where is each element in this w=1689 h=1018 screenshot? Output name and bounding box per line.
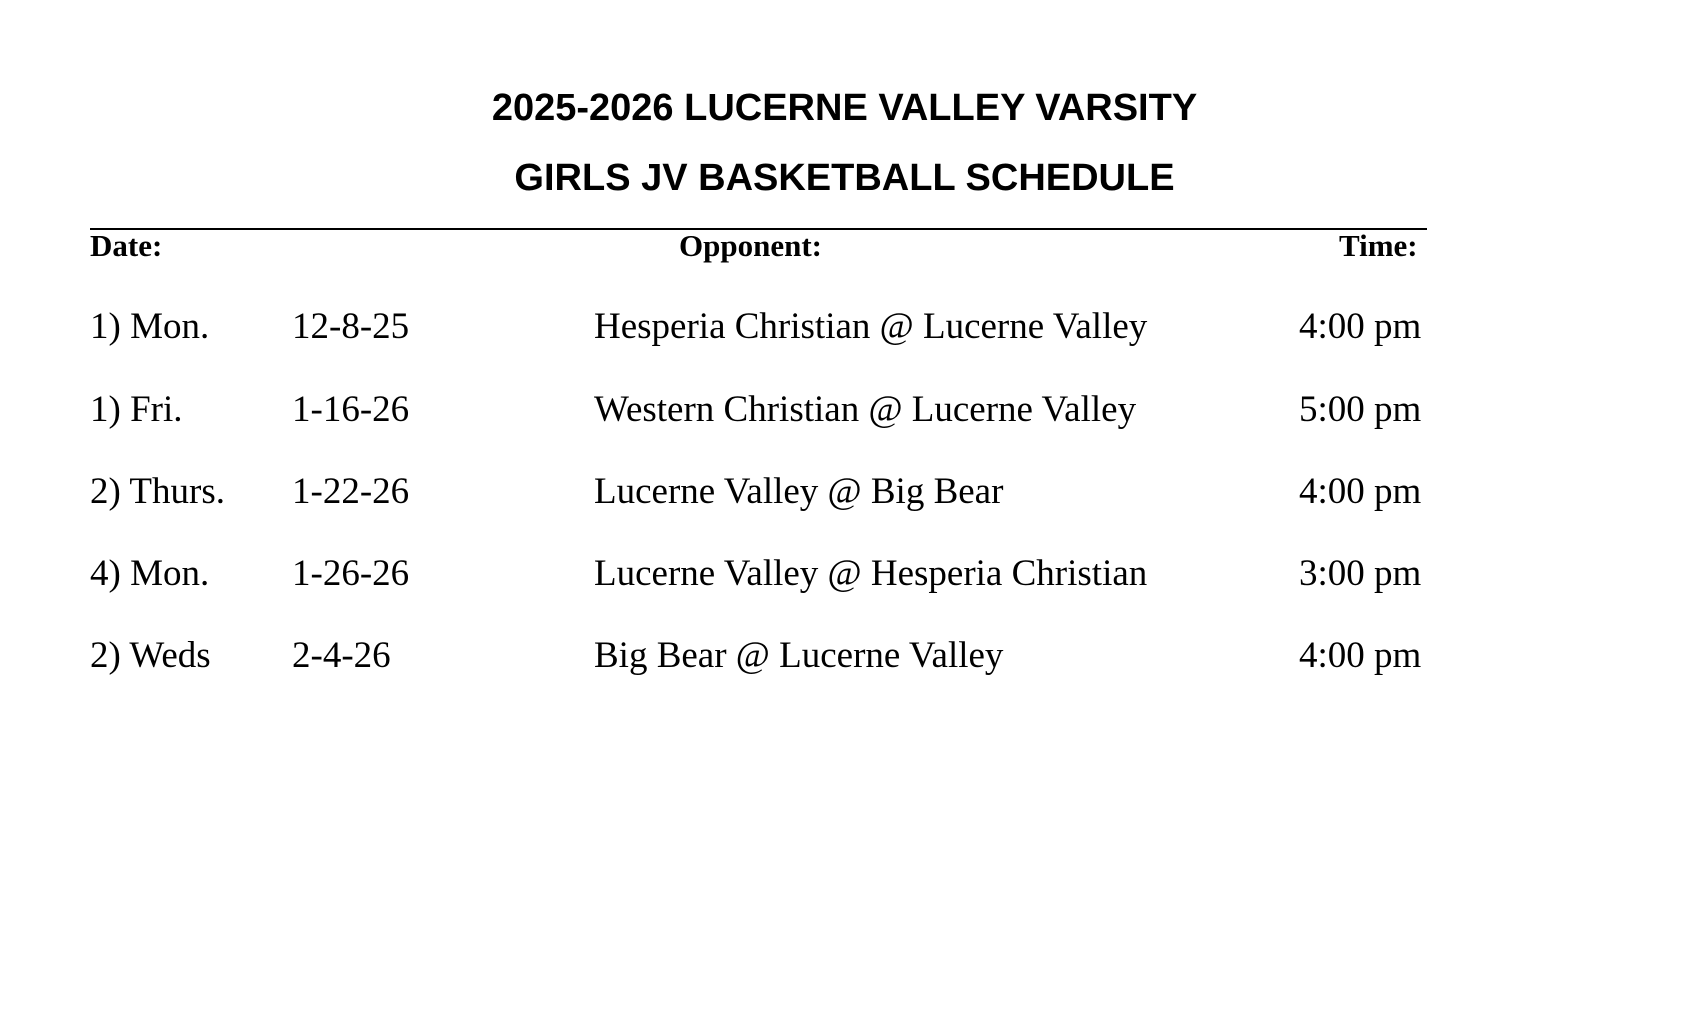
game-day: 1) Fri. bbox=[90, 389, 183, 430]
game-date: 2-4-26 bbox=[292, 635, 391, 676]
game-time: 5:00 pm bbox=[1299, 389, 1422, 430]
game-day: 2) Weds bbox=[90, 635, 211, 676]
game-time: 4:00 pm bbox=[1299, 471, 1422, 512]
game-opponent: Lucerne Valley @ Big Bear bbox=[594, 471, 1004, 512]
schedule-row bbox=[0, 388, 1689, 432]
game-date: 12-8-25 bbox=[292, 306, 410, 347]
game-day: 1) Mon. bbox=[90, 306, 210, 347]
schedule-row bbox=[0, 470, 1689, 514]
game-opponent: Lucerne Valley @ Hesperia Christian bbox=[594, 553, 1148, 594]
game-date: 1-22-26 bbox=[292, 471, 410, 512]
game-opponent: Hesperia Christian @ Lucerne Valley bbox=[594, 306, 1148, 347]
date-column-header: Date: bbox=[90, 228, 163, 263]
schedule-title-line-1: 2025-2026 LUCERNE VALLEY VARSITY bbox=[491, 87, 1198, 129]
game-time: 4:00 pm bbox=[1299, 635, 1422, 676]
schedule-row bbox=[0, 634, 1689, 678]
game-time: 4:00 pm bbox=[1299, 306, 1422, 347]
game-opponent: Big Bear @ Lucerne Valley bbox=[594, 635, 1004, 676]
game-day: 4) Mon. bbox=[90, 553, 210, 594]
schedule-row bbox=[0, 305, 1689, 349]
game-day: 2) Thurs. bbox=[90, 471, 225, 512]
game-date: 1-26-26 bbox=[292, 553, 410, 594]
time-column-header: Time: bbox=[1339, 228, 1418, 263]
schedule-row bbox=[0, 552, 1689, 596]
schedule-title-line-2: GIRLS JV BASKETBALL SCHEDULE bbox=[514, 157, 1175, 199]
game-time: 3:00 pm bbox=[1299, 553, 1422, 594]
game-date: 1-16-26 bbox=[292, 389, 410, 430]
opponent-column-header: Opponent: bbox=[679, 228, 822, 263]
game-opponent: Western Christian @ Lucerne Valley bbox=[594, 389, 1137, 430]
